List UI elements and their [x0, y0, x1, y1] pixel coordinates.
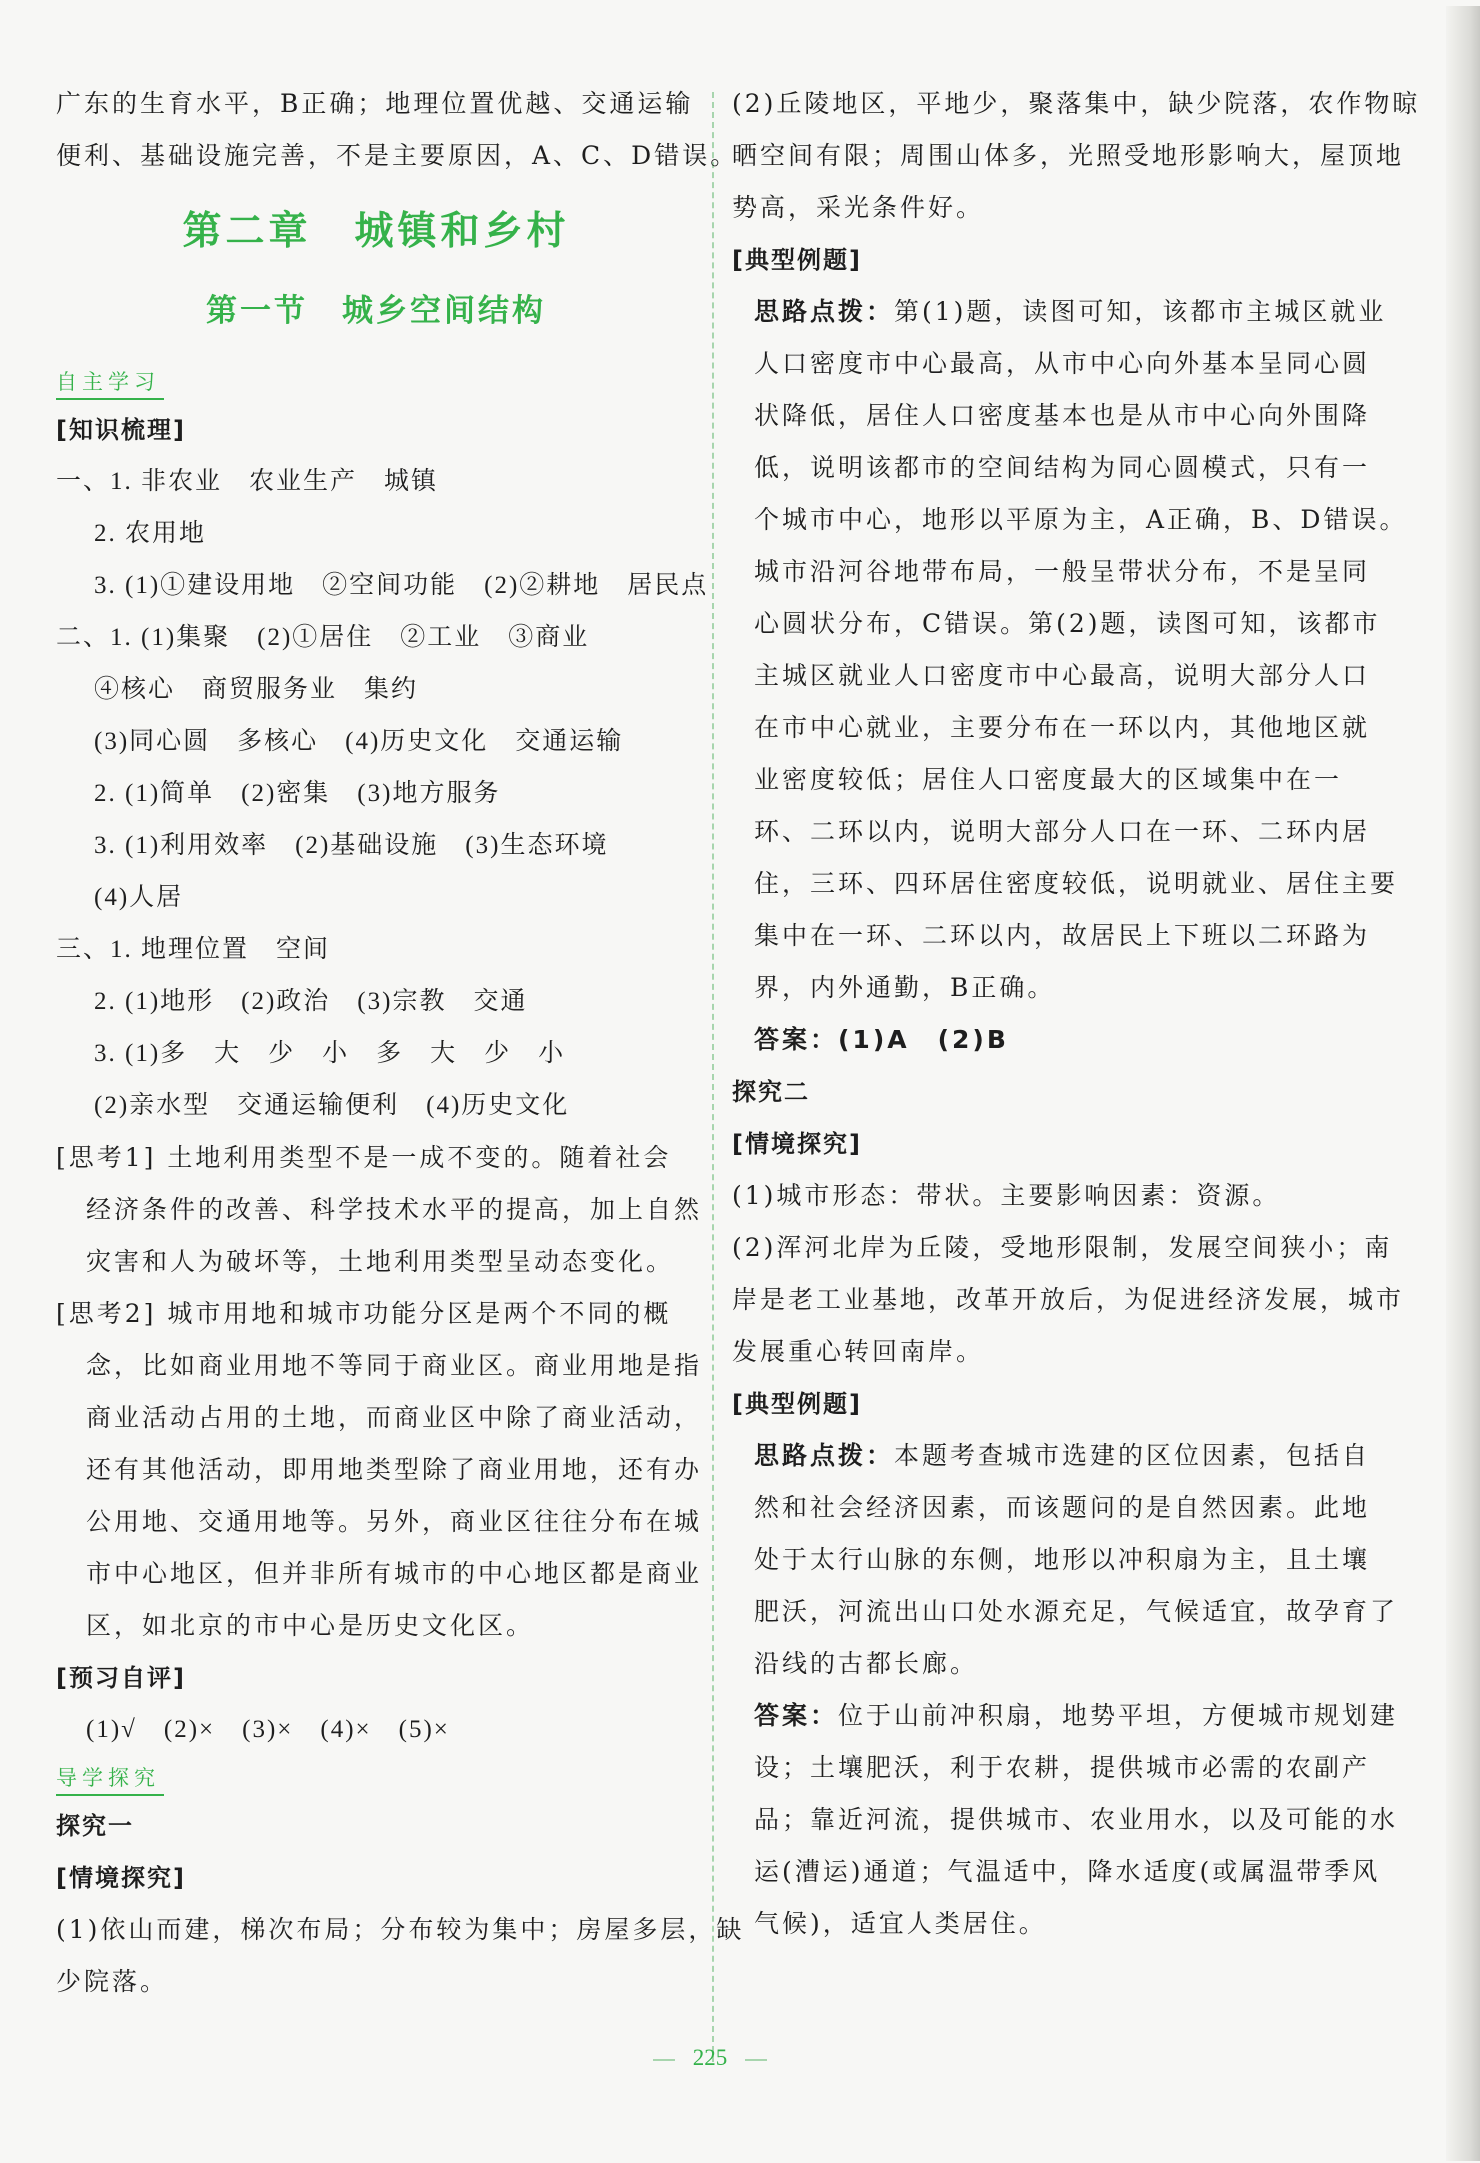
- analysis-text: 第(1)题，读图可知，该都市主城区就业: [894, 297, 1387, 326]
- knowledge-line: 2. 农用地: [94, 520, 207, 547]
- knowledge-line: 一、1. 非农业 农业生产 城镇: [56, 468, 439, 495]
- analysis-line: 人口密度市中心最高，从市中心向外基本呈同心圆: [754, 349, 1371, 378]
- right-column: [732, 78, 1421, 1950]
- knowledge-line: 2. (1)简单 (2)密集 (3)地方服务: [94, 780, 501, 807]
- think1-line: 经济条件的改善、科学技术水平的提高，加上自然: [86, 1195, 703, 1224]
- scenario-line: 势高，采光条件好。: [732, 193, 985, 222]
- analysis-line: 个城市中心，地形以平原为主，A正确，B、D错误。: [754, 505, 1408, 534]
- scenario-header: [情境探究]: [56, 1864, 186, 1892]
- think2-line: 念，比如商业用地不等同于商业区。商业用地是指: [86, 1351, 703, 1380]
- column-divider: [712, 92, 714, 2062]
- think1-line: 灾害和人为破坏等，土地利用类型呈动态变化。: [86, 1247, 675, 1276]
- analysis-line: 在市中心就业，主要分布在一环以内，其他地区就: [754, 713, 1371, 742]
- knowledge-line: 二、1. (1)集聚 (2)①居住 ②工业 ③商业: [56, 624, 590, 651]
- analysis-line: [732, 286, 1387, 338]
- analysis-line: 集中在一环、二环以内，故居民上下班以二环路为: [754, 921, 1371, 950]
- think2-line: 还有其他活动，即用地类型除了商业用地，还有办: [86, 1455, 703, 1484]
- intro-line: 广东的生育水平，B正确；地理位置优越、交通运输: [56, 89, 694, 118]
- answer-label: 答案：: [754, 1701, 839, 1730]
- analysis-line: 业密度较低；居住人口密度最大的区域集中在一: [754, 765, 1343, 794]
- self-study-tag: 自主学习: [56, 366, 164, 400]
- page-number: [0, 2045, 1420, 2071]
- example-header: [典型例题]: [732, 246, 862, 274]
- analysis-line: 然和社会经济因素，而该题问的是自然因素。此地: [754, 1493, 1371, 1522]
- knowledge-line: (3)同心圆 多核心 (4)历史文化 交通运输: [94, 728, 624, 755]
- scenario-line: (2)浑河北岸为丘陵，受地形限制，发展空间狭小；南: [732, 1233, 1393, 1262]
- knowledge-header: [知识梳理]: [56, 416, 186, 444]
- answer-line: 设；土壤肥沃，利于农耕，提供城市必需的农副产: [754, 1753, 1371, 1782]
- chapter-title: 第二章 城镇和乡村: [182, 209, 570, 254]
- knowledge-line: 3. (1)多 大 少 小 多 大 少 小: [94, 1040, 566, 1067]
- think2-line: 商业活动占用的土地，而商业区中除了商业活动，: [86, 1403, 703, 1432]
- knowledge-line: ④核心 商贸服务业 集约: [94, 676, 419, 703]
- knowledge-line: 三、1. 地理位置 空间: [56, 936, 331, 963]
- page-number-dash: [653, 2059, 675, 2061]
- explore1-heading: 探究一: [56, 1812, 134, 1840]
- answer-line: 品；靠近河流，提供城市、农业用水，以及可能的水: [754, 1805, 1399, 1834]
- scenario-line: (2)丘陵地区，平地少，聚落集中，缺少院落，农作物晾: [732, 89, 1421, 118]
- preview-answers: (1)√ (2)× (3)× (4)× (5)×: [86, 1716, 450, 1743]
- analysis-line: 肥沃，河流出山口处水源充足，气候适宜，故孕育了: [754, 1597, 1399, 1626]
- knowledge-line: (4)人居: [94, 884, 184, 911]
- scenario-line: (1)城市形态：带状。主要影响因素：资源。: [732, 1181, 1281, 1210]
- answer-line: 气候)，适宜人类居住。: [754, 1909, 1047, 1938]
- answer-line: 答案：(1)A (2)B: [754, 1025, 1009, 1054]
- guided-study-tag: 导学探究: [56, 1762, 164, 1796]
- example-header: [典型例题]: [732, 1390, 862, 1418]
- page-number-dash: [745, 2059, 767, 2061]
- think2-line: [思考2] 城市用地和城市功能分区是两个不同的概: [56, 1299, 672, 1328]
- think2-line: 市中心地区，但并非所有城市的中心地区都是商业: [86, 1559, 703, 1588]
- page-number-text: 225: [692, 2045, 728, 2070]
- analysis-line: 心圆状分布，C错误。第(2)题，读图可知，该都市: [754, 609, 1381, 638]
- analysis-label: 思路点拨：: [754, 297, 895, 326]
- knowledge-line: 3. (1)利用效率 (2)基础设施 (3)生态环境: [94, 832, 609, 859]
- analysis-line: 城市沿河谷地带布局，一般呈带状分布，不是呈同: [754, 557, 1371, 586]
- answer-line: 运(漕运)通道；气温适中，降水适度(或属温带季风: [754, 1857, 1381, 1886]
- answer-text: 位于山前冲积扇，地势平坦，方便城市规划建: [838, 1701, 1399, 1730]
- analysis-line: 沿线的古都长廊。: [754, 1649, 979, 1678]
- section-title: 第一节 城乡空间结构: [206, 293, 546, 329]
- knowledge-line: (2)亲水型 交通运输便利 (4)历史文化: [94, 1092, 570, 1119]
- intro-line: 便利、基础设施完善，不是主要原因，A、C、D错误。: [56, 141, 739, 170]
- analysis-label: 思路点拨：: [754, 1441, 895, 1470]
- analysis-line: 主城区就业人口密度市中心最高，说明大部分人口: [754, 661, 1371, 690]
- preview-header: [预习自评]: [56, 1664, 186, 1692]
- knowledge-line: 2. (1)地形 (2)政治 (3)宗教 交通: [94, 988, 528, 1015]
- scenario-line: (1)依山而建，梯次布局；分布较为集中；房屋多层，缺: [56, 1915, 745, 1944]
- analysis-line: 住，三环、四环居住密度较低，说明就业、居住主要: [754, 869, 1399, 898]
- answer-line: [732, 1690, 1399, 1742]
- scenario-line: 少院落。: [56, 1967, 169, 1996]
- think2-line: 公用地、交通用地等。另外，商业区往往分布在城: [86, 1507, 703, 1536]
- scenario-line: 发展重心转回南岸。: [732, 1337, 985, 1366]
- explore2-heading: 探究二: [732, 1078, 810, 1106]
- analysis-line: [732, 1430, 1372, 1482]
- analysis-line: 界，内外通勤，B正确。: [754, 973, 1056, 1002]
- scenario-line: 晒空间有限；周围山体多，光照受地形影响大，屋顶地: [732, 141, 1405, 170]
- analysis-line: 处于太行山脉的东侧，地形以冲积扇为主，且土壤: [754, 1545, 1371, 1574]
- analysis-line: 环、二环以内，说明大部分人口在一环、二环内居: [754, 817, 1371, 846]
- scenario-line: 岸是老工业基地，改革开放后，为促进经济发展，城市: [732, 1285, 1405, 1314]
- left-column: [56, 78, 745, 2008]
- scenario-header: [情境探究]: [732, 1130, 862, 1158]
- analysis-line: 低，说明该都市的空间结构为同心圆模式，只有一: [754, 453, 1371, 482]
- page-edge-shadow: [1446, 6, 1480, 2161]
- think2-line: 区，如北京的市中心是历史文化区。: [86, 1611, 535, 1640]
- think1-line: [思考1] 土地利用类型不是一成不变的。随着社会: [56, 1143, 672, 1172]
- knowledge-line: 3. (1)①建设用地 ②空间功能 (2)②耕地 居民点: [94, 572, 709, 599]
- analysis-line: 状降低，居住人口密度基本也是从市中心向外围降: [754, 401, 1371, 430]
- analysis-text: 本题考查城市选建的区位因素，包括自: [894, 1441, 1371, 1470]
